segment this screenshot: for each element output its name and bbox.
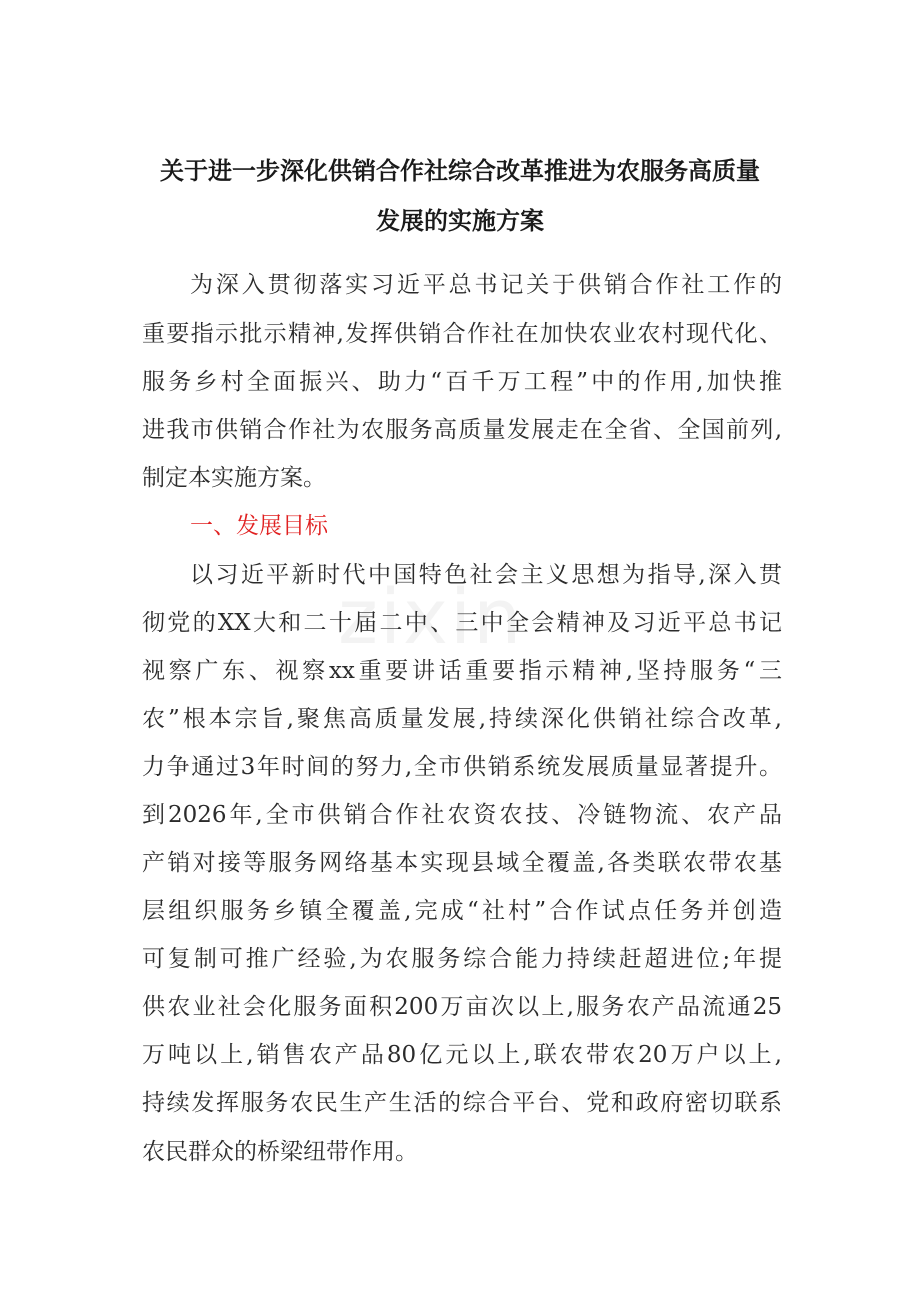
body-line: 视察广东、视察xx重要讲话重要指示精神,坚持服务“三	[142, 658, 782, 684]
body-line: 层组织服务乡镇全覆盖,完成“社村”合作试点任务并创造	[142, 898, 782, 924]
body-line: 以习近平新时代中国特色社会主义思想为指导,深入贯	[190, 562, 782, 588]
body-line: 力争通过3年时间的努力,全市供销系统发展质量显著提升。	[142, 754, 782, 780]
body-line: 到2026年,全市供销合作社农资农技、冷链物流、农产品	[142, 802, 782, 828]
body-line: 农民群众的桥梁纽带作用。	[142, 1139, 418, 1165]
intro-line: 制定本实施方案。	[142, 465, 326, 491]
section-heading: 一、发展目标	[190, 513, 328, 539]
body-line: 彻党的XX大和二十届二中、三中全会精神及习近平总书记	[142, 610, 782, 636]
body-line: 供农业社会化服务面积200万亩次以上,服务农产品流通25	[142, 994, 782, 1020]
intro-line: 服务乡村全面振兴、助力“百千万工程”中的作用,加快推	[142, 369, 782, 395]
intro-line: 进我市供销合作社为农服务高质量发展走在全省、全国前列,	[142, 417, 782, 443]
body-line: 农”根本宗旨,聚焦高质量发展,持续深化供销社综合改革,	[142, 706, 782, 732]
watermark: zixin	[338, 572, 524, 661]
intro-line: 为深入贯彻落实习近平总书记关于供销合作社工作的	[190, 272, 782, 298]
body-line: 持续发挥服务农民生产生活的综合平台、党和政府密切联系	[142, 1090, 782, 1116]
body-line: 万吨以上,销售农产品80亿元以上,联农带农20万户以上,	[142, 1042, 782, 1068]
document-title-line-1: 关于进一步深化供销合作社综合改革推进为农服务高质量	[160, 156, 760, 185]
body-line: 可复制可推广经验,为农服务综合能力持续赶超进位;年提	[142, 946, 782, 972]
body-line: 产销对接等服务网络基本实现县域全覆盖,各类联农带农基	[142, 850, 782, 876]
document-title-line-2: 发展的实施方案	[376, 206, 544, 235]
intro-line: 重要指示批示精神,发挥供销合作社在加快农业农村现代化、	[142, 321, 782, 347]
